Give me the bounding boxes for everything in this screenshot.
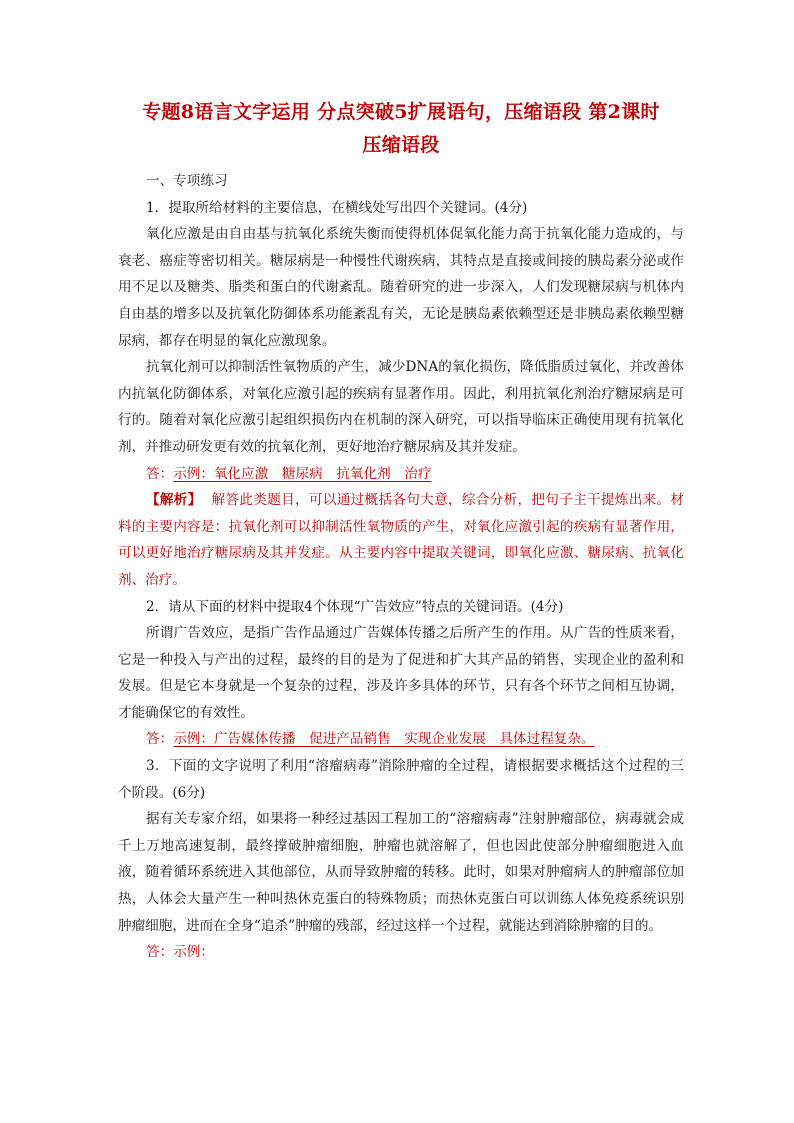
q1-answer-text: 示例：氧化应激 糖尿病 抗氧化剂 治疗	[173, 465, 432, 482]
title-line-2: 压缩语段	[362, 134, 440, 156]
q1-analysis-tag: 【解析】	[146, 492, 202, 509]
q1-paragraph-2: 抗氧化剂可以抑制活性氧物质的产生，减少DNA的氧化损伤，降低脂质过氧化，并改善体内抗氧化防御体系，对氧化应激引起的疾病有显著作用。因此，利用抗氧化剂治疗糖尿病是可行的。随着对氧化应激引起组织损伤内在机制的深入研究，可以指导临床正确使用现有抗氧化剂，并推动研发更有效的抗氧化剂，更好地治疗糖尿病及其并发症。	[118, 359, 684, 455]
q2-prompt: 2．请从下面的材料中提取4个体现“广告效应”特点的关键词语。(4分)	[146, 598, 564, 615]
q1-analysis	[118, 487, 684, 593]
q1-analysis-text: 解答此类题目，可以通过概括各句大意，综合分析，把句子主干提炼出来。材料的主要内容是：抗氧化剂可以抑制活性氧物质的产生，对氧化应激引起的疾病有显著作用，可以更好地治疗糖尿病及其并发症。从主要内容中提取关键词，即氧化应激、糖尿病、抗氧化剂、治疗。	[118, 492, 685, 588]
q3-answer-label: 答：	[146, 944, 174, 961]
q3-paragraph-1: 据有关专家介绍，如果将一种经过基因工程加工的“溶瘤病毒”注射肿瘤部位，病毒就会成千上万地高速复制，最终撑破肿瘤细胞，肿瘤也就溶解了，但也因此使部分肿瘤细胞进入血液，随着循环系统进入其他部位，从而导致肿瘤的转移。此时，如果对肿瘤病人的肿瘤部位加热，人体会大量产生一种叫热休克蛋白的特殊物质；而热休克蛋白可以训练人体免疫系统识别肿瘤细胞，进而在全身“追杀”肿瘤的残部，经过这样一个过程，就能达到消除肿瘤的目的。	[118, 811, 684, 934]
document-page	[118, 96, 684, 966]
q2-answer	[118, 726, 684, 753]
q2-answer-label: 答：	[146, 731, 174, 748]
q1-prompt: 1．提取所给材料的主要信息，在横线处写出四个关键词。(4分)	[146, 199, 528, 216]
q3-answer-text: 示例：	[173, 944, 214, 961]
q3-prompt: 3．下面的文字说明了利用“溶瘤病毒”消除肿瘤的全过程，请根据要求概括这个过程的三个阶段。(6分)	[118, 758, 684, 801]
q2-answer-text: 示例：广告媒体传播 促进产品销售 实现企业发展 具体过程复杂。	[173, 731, 595, 748]
q1-paragraph-1: 氧化应激是由自由基与抗氧化系统失衡而使得机体促氧化能力高于抗氧化能力造成的，与衰老、癌症等密切相关。糖尿病是一种慢性代谢疾病，其特点是直接或间接的胰岛素分泌或作用不足以及糖类、脂类和蛋白的代谢紊乱。随着研究的进一步深入，人们发现糖尿病与机体内自由基的增多以及抗氧化防御体系功能紊乱有关，无论是胰岛素依赖型还是非胰岛素依赖型糖尿病，都存在明显的氧化应激现象。	[118, 226, 684, 349]
q1-answer	[118, 461, 684, 488]
section-heading: 一、专项练习	[146, 173, 228, 189]
q2-paragraph-1: 所谓广告效应，是指广告作品通过广告媒体传播之后所产生的作用。从广告的性质来看，它是一种投入与产出的过程，最终的目的是为了促进和扩大其产品的销售，实现企业的盈利和发展。但是它本身就是一个复杂的过程，涉及许多具体的环节，只有各个环节之间相互协调，才能确保它的有效性。	[118, 625, 684, 721]
q1-answer-label: 答：	[146, 465, 174, 482]
document-title	[118, 96, 684, 162]
q3-answer	[118, 939, 684, 966]
title-line-1: 专题8语言文字运用 分点突破5扩展语句，压缩语段 第2课时	[142, 101, 660, 123]
